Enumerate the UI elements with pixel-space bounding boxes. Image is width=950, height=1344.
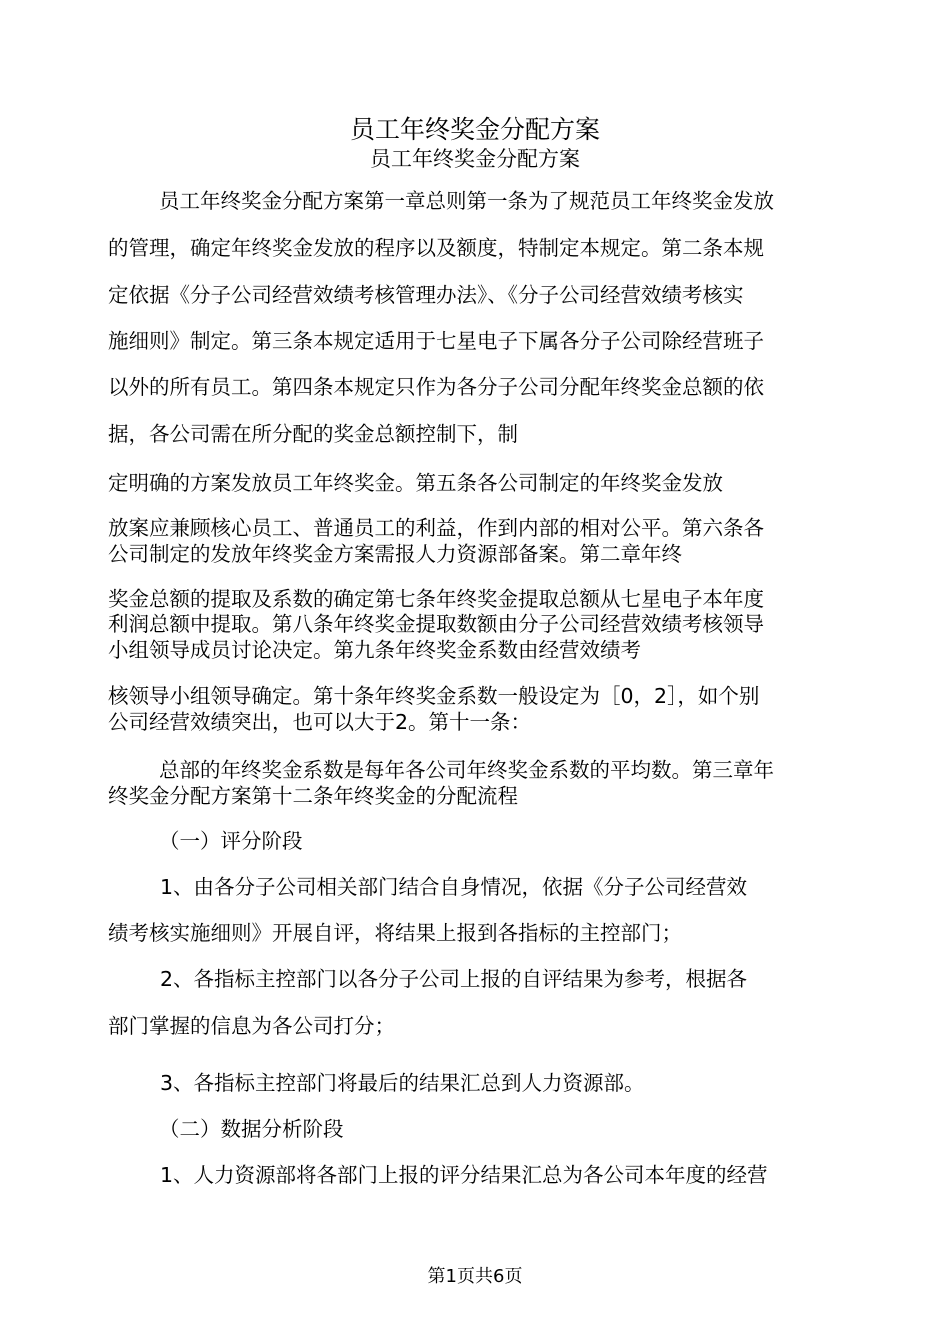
body-line: 据，各公司需在所分配的奖金总额控制下，制 (108, 422, 518, 446)
document-subtitle: 员工年终奖金分配方案 (370, 147, 580, 171)
body-line: 部门掌握的信息为各公司打分； (108, 1014, 395, 1038)
body-line: 绩考核实施细则》开展自评，将结果上报到各指标的主控部门； (108, 921, 682, 945)
body-line: 定依据《分子公司经营效绩考核管理办法》、《分子公司经营效绩考核实 (108, 283, 744, 307)
body-line: 2、各指标主控部门以各分子公司上报的自评结果为参考，根据各 (160, 967, 748, 991)
body-line: 施细则》制定。第三条本规定适用于七星电子下属各分子公司除经营班子 (108, 329, 764, 353)
body-line: 放案应兼顾核心员工、普通员工的利益，作到内部的相对公平。第六条各 (108, 516, 764, 540)
body-line: 的管理，确定年终奖金发放的程序以及额度，特制定本规定。第二条本规 (108, 236, 764, 260)
body-line: 终奖金分配方案第十二条年终奖金的分配流程 (108, 784, 518, 808)
body-line: 员工年终奖金分配方案第一章总则第一条为了规范员工年终奖金发放 (159, 189, 774, 213)
section-heading: （一）评分阶段 (159, 829, 303, 853)
page-number: 第1页共6页 (427, 1266, 523, 1287)
body-line: 3、各指标主控部门将最后的结果汇总到人力资源部。 (160, 1071, 645, 1095)
body-line: 公司经营效绩突出，也可以大于2。第十一条： (108, 710, 532, 734)
body-line: 总部的年终奖金系数是每年各公司年终奖金系数的平均数。第三章年 (159, 758, 774, 782)
body-line: 1、由各分子公司相关部门结合自身情况，依据《分子公司经营效 (160, 875, 748, 899)
section-heading: （二）数据分析阶段 (159, 1117, 344, 1141)
document-title: 员工年终奖金分配方案 (349, 115, 600, 144)
body-line: 小组领导成员讨论决定。第九条年终奖金系数由经营效绩考 (108, 638, 641, 662)
body-line: 以外的所有员工。第四条本规定只作为各分子公司分配年终奖金总额的依 (108, 375, 764, 399)
body-line: 核领导小组领导确定。第十条年终奖金系数一般设定为［0，2］，如个别 (108, 684, 760, 708)
body-line: 利润总额中提取。第八条年终奖金提取数额由分子公司经营效绩考核领导 (108, 612, 764, 636)
body-line: 1、人力资源部将各部门上报的评分结果汇总为各公司本年度的经营 (160, 1163, 768, 1187)
body-line: 定明确的方案发放员工年终奖金。第五条各公司制定的年终奖金发放 (108, 471, 723, 495)
body-line: 奖金总额的提取及系数的确定第七条年终奖金提取总额从七星电子本年度 (108, 587, 764, 611)
body-line: 公司制定的发放年终奖金方案需报人力资源部备案。第二章年终 (108, 542, 682, 566)
